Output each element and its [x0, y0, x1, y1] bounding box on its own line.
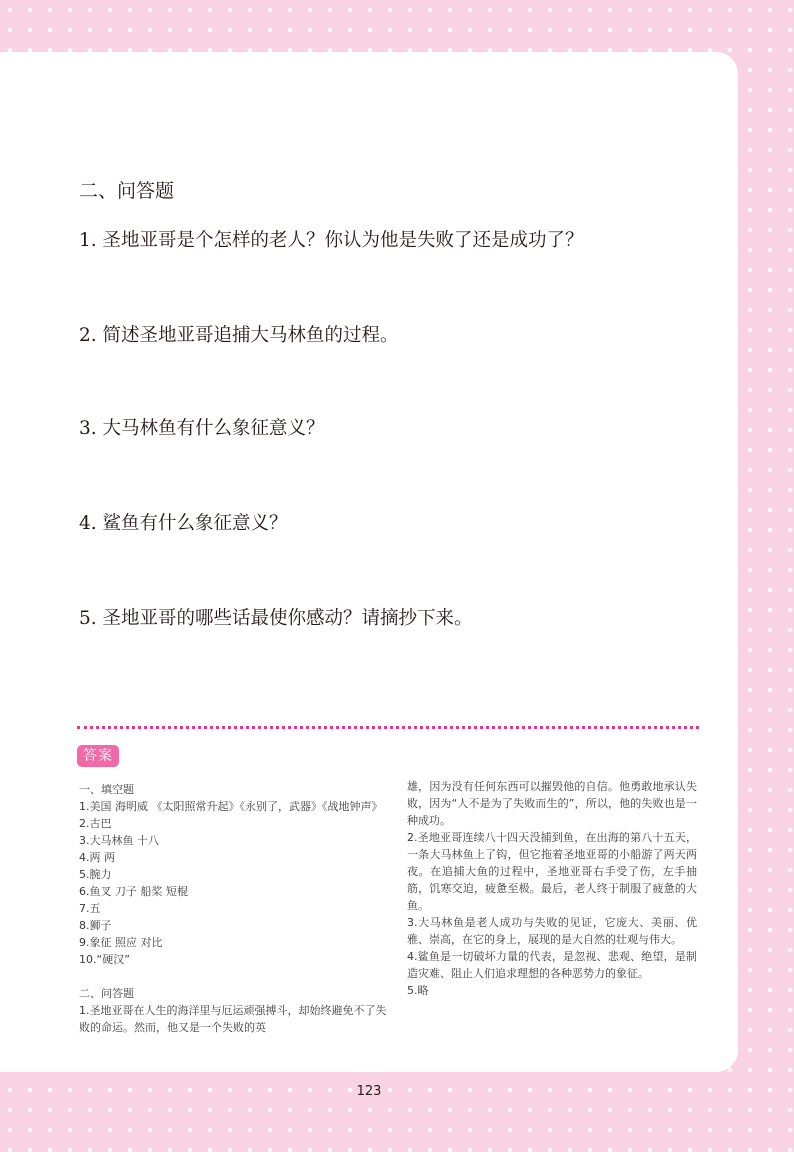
dotted-divider [77, 726, 699, 729]
answer-line: 8.狮子 [79, 919, 112, 932]
answers-left-column [79, 781, 389, 1036]
answer-line: 2.古巴 [79, 817, 112, 830]
answer-line: 3.大马林鱼是老人成功与失败的见证，它庞大、美丽、优雅、崇高，在它的身上，展现的是大自然的壮观与伟大。 [407, 916, 697, 946]
answer-line: 1.圣地亚哥在人生的海洋里与厄运顽强搏斗，却始终避免不了失败的命运。然而，他又是一个失败的英 [79, 1004, 387, 1034]
answer-line: 2.圣地亚哥连续八十四天没捕到鱼，在出海的第八十五天，一条大马林鱼上了钩，但它拖着圣地亚哥的小船游了两天两夜。在追捕大鱼的过程中，圣地亚哥右手受了伤，左手抽筋，饥寒交迫，疲惫至极。最后，老人终于制服了疲惫的大鱼。 [407, 831, 697, 912]
answer-line: 7.五 [79, 902, 101, 915]
answer-line: 10.“硬汉” [79, 953, 130, 966]
question-2: 2. 简述圣地亚哥追捕大马林鱼的过程。 [79, 325, 399, 346]
question-4: 4. 鲨鱼有什么象征意义？ [79, 513, 288, 534]
answer-line: 9.象征 照应 对比 [79, 936, 163, 949]
answer-line: 一、填空题 [79, 783, 134, 796]
answer-line: 3.大马林鱼 十八 [79, 834, 159, 847]
question-3: 3. 大马林鱼有什么象征意义？ [79, 418, 325, 439]
answer-line: 5.腕力 [79, 868, 112, 881]
section-title: 二、问答题 [79, 180, 175, 202]
question-5: 5. 圣地亚哥的哪些话最使你感动？请摘抄下来。 [79, 608, 473, 629]
spacer [79, 968, 389, 985]
answer-line: 4.两 两 [79, 851, 115, 864]
page-number: 123 [356, 1084, 382, 1099]
answer-line: 二、问答题 [79, 987, 134, 1000]
answer-line: 1.美国 海明威 《太阳照常升起》《永别了，武器》《战地钟声》 [79, 800, 383, 813]
answer-badge: 答案 [77, 745, 119, 767]
question-1: 1. 圣地亚哥是个怎样的老人？你认为他是失败了还是成功了？ [79, 230, 584, 251]
answers-right-column [407, 778, 697, 999]
answer-line: 4.鲨鱼是一切破坏力量的代表，是忽视、悲观、绝望，是制造灾难、阻止人们追求理想的各种恶势力的象征。 [407, 950, 697, 980]
answer-line: 雄，因为没有任何东西可以摧毁他的自信。他勇敢地承认失败，因为“人不是为了失败而生的”，所以，他的失败也是一种成功。 [407, 780, 697, 827]
answer-line: 5.略 [407, 984, 429, 997]
answer-line: 6.鱼叉 刀子 船桨 短棍 [79, 885, 188, 898]
